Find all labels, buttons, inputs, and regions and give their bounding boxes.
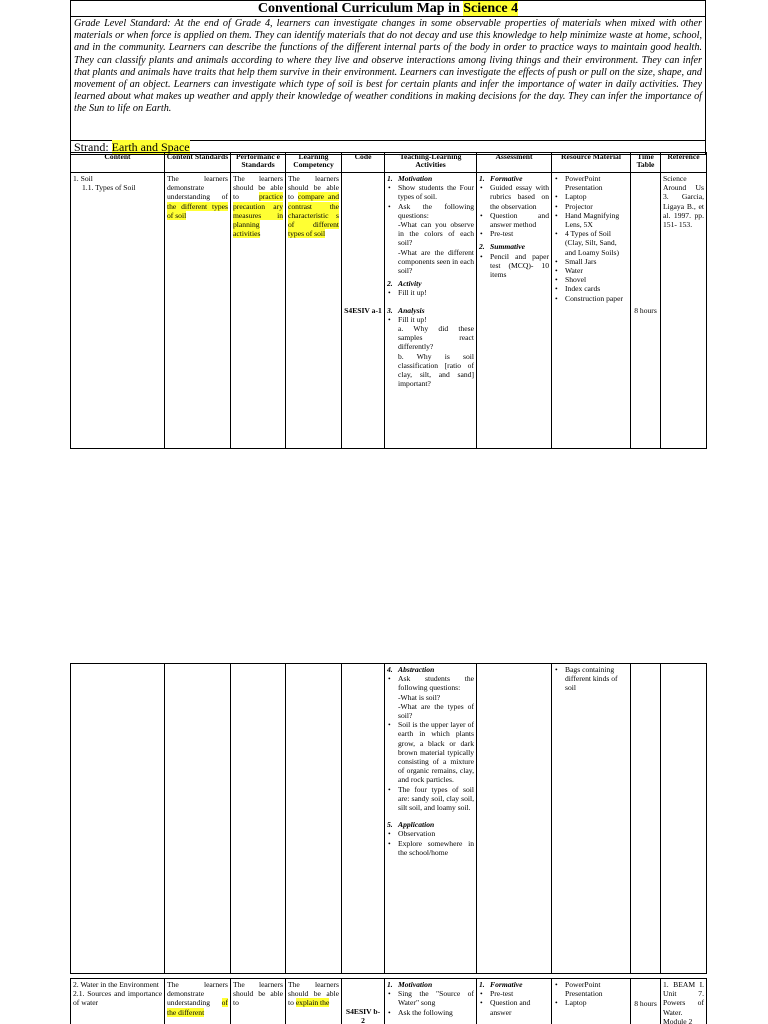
- list-item-text: Fill it up!: [398, 314, 427, 324]
- resource-item: • PowerPoint Presentation: [554, 980, 628, 998]
- resource-item: • Small Jars: [554, 257, 628, 266]
- motivation-title: Motivation: [398, 980, 433, 989]
- resources-list: [554, 980, 628, 1008]
- table-row: [71, 979, 707, 1024]
- motivation-heading: [387, 174, 474, 183]
- resource-item: • Index cards: [554, 284, 628, 293]
- resource-item: • Laptop: [554, 192, 628, 201]
- reference-cell: [661, 664, 707, 974]
- assessment-cell: [477, 173, 552, 449]
- question-text: -What are the different components seen in each soil?: [398, 247, 474, 276]
- resource-item: • Hand Magnifying Lens, 5X: [554, 211, 628, 229]
- list-item-text: Ask the following questions:: [398, 201, 474, 220]
- time-cell: 8 hours: [631, 173, 661, 449]
- cs-highlight: of the different: [167, 998, 228, 1017]
- cs-highlight: the different types of soil: [167, 201, 228, 220]
- list-item: [387, 315, 474, 389]
- resources-cell: [552, 173, 631, 449]
- formative-list: [479, 989, 549, 1017]
- resource-item: • Shovel: [554, 275, 628, 284]
- analysis-heading: [387, 306, 474, 315]
- list-item: • Fill it up!: [387, 288, 474, 297]
- cs-text: The learners demonstrate understanding of: [167, 174, 228, 202]
- abstraction-num: 4.: [387, 665, 393, 674]
- list-item: • Soil is the upper layer of earth in which plants grow, a black or dark brown material typically consisting of a mixture of organic remains, clay, and rock particles.: [387, 720, 474, 784]
- lc-text: The learners should be able to: [288, 980, 339, 1008]
- header-time: Time Table: [631, 153, 661, 173]
- curriculum-page-1: [70, 0, 706, 155]
- application-list: [387, 829, 474, 857]
- resource-item: • Bags containing different kinds of soil: [554, 665, 628, 693]
- list-item: • The four types of soil are: sandy soil, clay soil, silt soil, and loamy soil.: [387, 785, 474, 813]
- list-item: • Observation: [387, 829, 474, 838]
- resource-item: • Projector: [554, 202, 628, 211]
- list-item: • Question and answer method: [479, 211, 549, 229]
- list-item-text: Ask students the following questions:: [398, 674, 474, 693]
- content-cell: [71, 173, 165, 449]
- strand-value: Earth and Space: [111, 140, 190, 154]
- question-text: -What are the types of soil?: [398, 701, 474, 721]
- code-cell: [342, 664, 385, 974]
- resource-item: • Laptop: [554, 998, 628, 1007]
- motivation-list: [387, 183, 474, 275]
- resource-item: • Construction paper: [554, 294, 628, 303]
- content-main: 1. Soil: [73, 174, 93, 183]
- list-item: • Question and answer: [479, 998, 549, 1016]
- curriculum-table-water: [70, 978, 707, 1024]
- lc-text: The learners should be able to: [288, 174, 339, 202]
- summative-num: 2.: [479, 242, 485, 252]
- cs-text: The learners demonstrate understanding: [167, 980, 228, 1008]
- formative-heading: [479, 174, 549, 183]
- list-item: • Guided essay with rubrics based on the observation: [479, 183, 549, 211]
- question-text: -What can you observe in the colors of each soil?: [398, 220, 474, 248]
- content-main: 2. Water in the Environment: [73, 980, 159, 989]
- ps-highlight: practice precaution ary measures in planning activities: [233, 192, 283, 239]
- content-sub: 1.1. Types of Soil: [82, 183, 136, 193]
- question-text: a. Why did these samples react differently?: [398, 324, 474, 352]
- formative-num: 1.: [479, 980, 485, 989]
- list-item: • Show students the Four types of soil.: [387, 183, 474, 201]
- table-header-row: [71, 153, 707, 173]
- list-item: • Pencil and paper test (MCQ)- 10 items: [479, 252, 549, 280]
- assessment-cell: [477, 664, 552, 974]
- resource-item: • PowerPoint Presentation: [554, 174, 628, 192]
- header-assessment: Assessment: [477, 153, 552, 173]
- content-cell: [71, 979, 165, 1024]
- formative-num: 1.: [479, 174, 485, 183]
- application-title: Application: [398, 820, 435, 830]
- summative-list: [479, 252, 549, 280]
- header-reference: Reference: [661, 153, 707, 173]
- activities-cell: [385, 173, 477, 449]
- header-learning-competency: Learning Competency: [286, 153, 342, 173]
- analysis-list: [387, 315, 474, 389]
- document-title: [70, 0, 706, 17]
- list-item: [387, 674, 474, 720]
- strand-label: Strand:: [74, 140, 112, 154]
- resource-item: • Water: [554, 266, 628, 275]
- curriculum-table-soil-continued: [70, 663, 707, 974]
- list-item: • Explore somewhere in the school/home: [387, 839, 474, 857]
- ps-text: The learners should be able to: [233, 174, 283, 202]
- motivation-list: [387, 989, 474, 1017]
- application-num: 5.: [387, 820, 393, 830]
- motivation-num: 1.: [387, 174, 393, 183]
- formative-list: [479, 183, 549, 238]
- summative-heading: [479, 242, 549, 251]
- assessment-cell: [477, 979, 552, 1024]
- question-text: -What is soil?: [398, 692, 441, 702]
- application-heading: [387, 820, 474, 829]
- list-item: • Ask the following: [387, 1008, 474, 1017]
- performance-standard-cell: The learners should be able to: [231, 979, 286, 1024]
- abstraction-title: Abstraction: [398, 665, 435, 674]
- analysis-num: 3.: [387, 305, 393, 315]
- motivation-heading: [387, 980, 474, 989]
- question-text: b. Why is soil classification [ratio of clay, silt, and sand] important?: [398, 351, 474, 389]
- list-item: • Pre-test: [479, 229, 549, 238]
- content-standard-cell: [165, 173, 231, 449]
- title-text: Conventional Curriculum Map in: [257, 1, 464, 16]
- analysis-title: Analysis: [398, 305, 425, 315]
- formative-title: Formative: [490, 980, 523, 989]
- content-standard-cell: [165, 979, 231, 1024]
- resource-item: • 4 Types of Soil (Clay, Silt, Sand, and Loamy Soils): [554, 229, 628, 257]
- header-content-standards: Content Standards: [165, 153, 231, 173]
- activity-title: Activity: [398, 279, 422, 289]
- learning-competency-cell: [286, 173, 342, 449]
- content-standard-cell: [165, 664, 231, 974]
- abstraction-heading: [387, 665, 474, 674]
- list-item: • Pre-test: [479, 989, 549, 998]
- lc-highlight: compare and contrast the characteristic s of different types of soil: [288, 192, 339, 239]
- resources-cell: [552, 664, 631, 974]
- motivation-num: 1.: [387, 980, 393, 989]
- list-item: [387, 202, 474, 276]
- formative-title: Formative: [490, 174, 523, 183]
- time-cell: 8 hours: [631, 979, 661, 1024]
- activity-num: 2.: [387, 279, 393, 289]
- activities-cell: [385, 664, 477, 974]
- curriculum-table-soil: [70, 152, 707, 449]
- performance-standard-cell: [231, 664, 286, 974]
- table-row: [71, 664, 707, 974]
- content-sub: 2.1. Sources and importance of water: [73, 989, 162, 1008]
- header-resources: Resource Material: [552, 153, 631, 173]
- activities-cell: [385, 979, 477, 1024]
- header-content: Content: [71, 153, 165, 173]
- content-cell: [71, 664, 165, 974]
- table-row: [71, 173, 707, 449]
- reference-cell: 1. BEAM I. Unit 7. Powers of Water. Module 2: [661, 979, 707, 1024]
- header-performance-standards: Performanc e Standards: [231, 153, 286, 173]
- lc-highlight: explain the: [295, 998, 330, 1008]
- title-highlight: Science 4: [463, 1, 519, 16]
- code-cell: S4ESIV b-2: [342, 979, 385, 1024]
- code-cell: S4ESIV a-1: [342, 173, 385, 449]
- activity-list: [387, 288, 474, 297]
- resources-list: [554, 665, 628, 693]
- resources-list: [554, 174, 628, 303]
- list-item: • Sing the "Source of Water" song: [387, 989, 474, 1007]
- learning-competency-cell: [286, 979, 342, 1024]
- activity-heading: [387, 279, 474, 288]
- summative-title: Summative: [490, 242, 526, 252]
- header-activities: Teaching-Learning Activities: [385, 153, 477, 173]
- learning-competency-cell: [286, 664, 342, 974]
- performance-standard-cell: [231, 173, 286, 449]
- resources-cell: [552, 979, 631, 1024]
- header-code: Code: [342, 153, 385, 173]
- reference-cell: Science Around Us 3. Garcia, Ligaya B., et al. 1997. pp. 151- 153.: [661, 173, 707, 449]
- time-cell: [631, 664, 661, 974]
- abstraction-list: [387, 674, 474, 812]
- grade-level-standard: Grade Level Standard: At the end of Grade 4, learners can investigate changes in some observable properties of materials when mixed with other materials or when force is applied on them. They can identify materials that do not decay and use this knowledge to help minimize waste at home, school, and in the community. Learners can describe the functions of the different internal parts of the body in order to practice ways to maintain good health. They can classify plants and animals according to where they live and observe interactions among living things and their environment. They can infer that plants and animals have traits that help them survive in their environment. Learners can investigate the effects of push or pull on the size, shape, and movement of an object. Learners can investigate which type of soil is best for certain plants and infer the importance of water in daily activities. They learned about what makes up weather and apply their knowledge of weather conditions in making decisions for the day. They can infer the importance of the Sun to life on Earth.: [70, 17, 706, 141]
- formative-heading: [479, 980, 549, 989]
- motivation-title: Motivation: [398, 174, 433, 183]
